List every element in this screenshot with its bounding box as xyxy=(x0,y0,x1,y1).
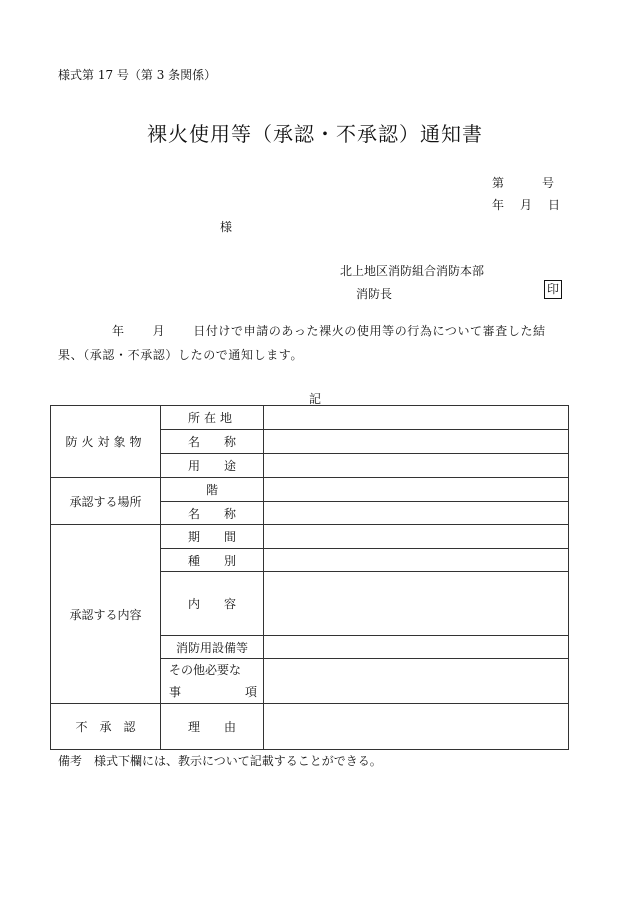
issue-date xyxy=(492,196,560,213)
value-reason xyxy=(264,704,569,750)
group-fire-prevention-object: 防火対象物 xyxy=(51,406,161,478)
issuer-organization: 北上地区消防組合消防本部 xyxy=(340,264,485,278)
label-type: 種 別 xyxy=(161,549,264,572)
date-day: 日 xyxy=(548,198,561,212)
value-type xyxy=(264,549,569,572)
body-line1-rest: 日付けで申請のあった裸火の使用等の行為について審査した結 xyxy=(193,324,546,338)
label-place-name: 名 称 xyxy=(161,502,264,525)
group-approved-content: 承認する内容 xyxy=(51,525,161,704)
value-other-matters xyxy=(264,659,569,704)
doc-number-dai: 第 xyxy=(492,176,505,190)
label-use: 用 途 xyxy=(161,454,264,478)
value-content xyxy=(264,572,569,636)
remarks-label: 備考 xyxy=(58,754,83,768)
addressee: 様 xyxy=(220,220,233,234)
label-name: 名 称 xyxy=(161,430,264,454)
value-floor xyxy=(264,478,569,502)
remarks-text: 様式下欄には、教示について記載することができる。 xyxy=(94,754,382,768)
label-content: 内 容 xyxy=(161,572,264,636)
label-period: 期 間 xyxy=(161,525,264,549)
table-row xyxy=(51,704,569,750)
value-name xyxy=(264,430,569,454)
body-text-line-1 xyxy=(112,322,546,339)
value-use xyxy=(264,454,569,478)
label-location: 所在地 xyxy=(161,406,264,430)
group-approved-place: 承認する場所 xyxy=(51,478,161,525)
value-location xyxy=(264,406,569,430)
table-row xyxy=(51,406,569,430)
value-equipment xyxy=(264,636,569,659)
label-other-matters xyxy=(161,659,264,704)
body-year: 年 xyxy=(112,324,125,338)
label-reason: 理 由 xyxy=(161,704,264,750)
remarks-note xyxy=(58,752,382,769)
group-disapproval: 不 承 認 xyxy=(51,704,161,750)
body-text-line-2: 果、（承認・不承認）したので通知します。 xyxy=(58,348,304,362)
label-equipment: 消防用設備等 xyxy=(161,636,264,659)
table-row xyxy=(51,478,569,502)
issuer-chief: 消防長 xyxy=(356,287,393,301)
doc-number-go: 号 xyxy=(542,176,555,190)
value-period xyxy=(264,525,569,549)
document-title: 裸火使用等（承認・不承認）通知書 xyxy=(147,122,483,146)
body-month: 月 xyxy=(152,324,166,338)
seal-mark: 印 xyxy=(544,280,562,299)
document-number xyxy=(492,174,554,191)
other-line-1: その他必要な xyxy=(169,663,242,677)
date-year: 年 xyxy=(492,198,505,212)
ki-heading: 記 xyxy=(309,392,322,406)
other-line-2: 事 項 xyxy=(169,685,257,699)
table-row xyxy=(51,525,569,549)
date-month: 月 xyxy=(520,198,533,212)
label-floor: 階 xyxy=(161,478,264,502)
form-number: 様式第 17 号（第 3 条関係） xyxy=(58,68,217,82)
value-place-name xyxy=(264,502,569,525)
details-table xyxy=(50,405,569,750)
